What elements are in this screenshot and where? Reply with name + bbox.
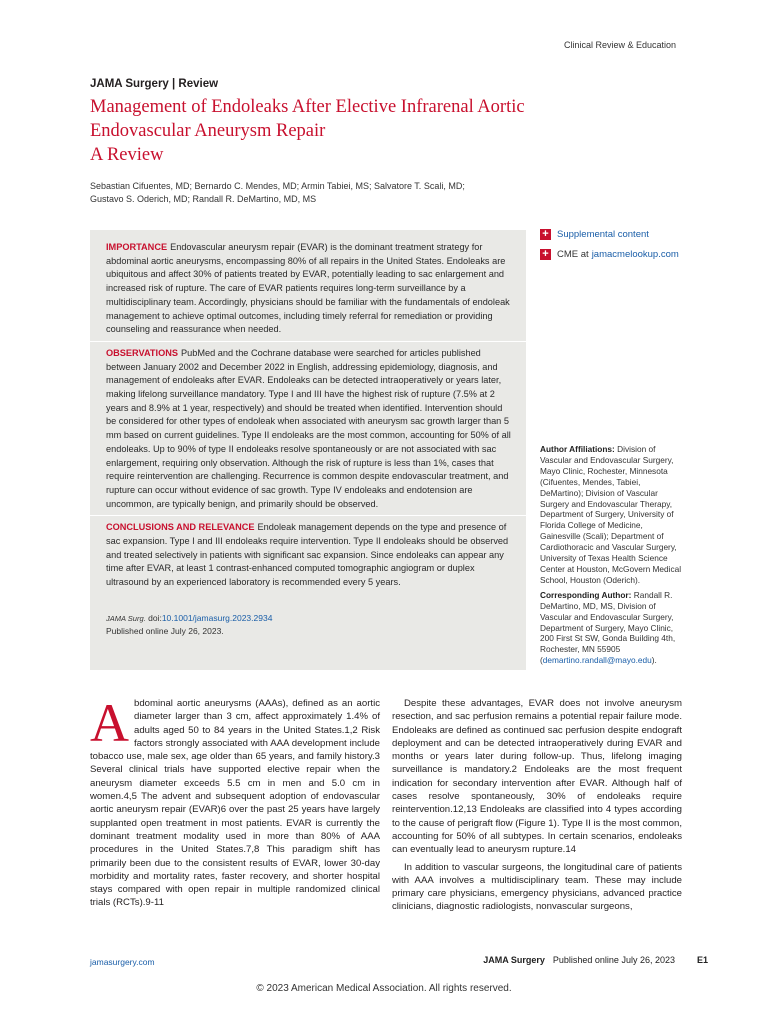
citation-doi-prefix: doi: (148, 612, 162, 623)
footer-site-link[interactable]: jamasurgery.com (90, 957, 155, 967)
plus-icon: + (540, 229, 551, 240)
author-line-1: Sebastian Cifuentes, MD; Bernardo C. Mendes, MD; Armin Tabiei, MS; Salvatore T. Scali, MD; (90, 181, 465, 191)
conclusions-text: Endoleak management depends on the type and presence of sac expansion. Type I and III endoleaks require intervention. Type II endoleaks should be observed and treated selectively in patients with significant sac expansion. Since endoleaks can appear any time after EVAR, at least 1 contrast-enhanced computed tomographic angiogram or duplex ultrasound by an experienced laboratory is recommended every 5 years. (106, 522, 509, 588)
corresponding-end: ). (651, 655, 657, 666)
affiliations-text: Division of Vascular and Endovascular Surgery, Mayo Clinic, Rochester, Minnesota (Cifuentes, Mendes, Tabiei, DeMartino); Division of Vascular Surgery and Endovascular Therapy, Department of Surgery, University of Florida College of Medicine, Gainesville (Scali); Department of Cardiothoracic and Vascular Surgery, University of Texas Health Science Center at Houston, McGovern Medical School, Houston (Oderich). (540, 444, 682, 585)
copyright-notice: © 2023 American Medical Association. All rights reserved. (256, 983, 512, 994)
supplemental-label: Supplemental content (557, 228, 649, 240)
abstract-importance (106, 241, 512, 337)
journal-label: JAMA Surgery | Review (90, 78, 219, 90)
body-paragraph (90, 693, 380, 910)
left-paragraph-text: bdominal aortic aneurysms (AAAs), defined as an aortic diameter larger than 3 cm, affect approximately 1.4% of adults aged 50 to 84 years in the United States.1,2 Risk factors strongly associated with AAA development include tobacco use, male sex, age older than 65 years, and family history.3 Several clinical trials have supported elective repair when the aneurysm diameter exceeds 5.5 cm in men and 5.0 cm in women.4,5 The advent and subsequent adoption of endovascular aortic aneurysm repair (EVAR)6 over the past 25 years have largely supplanted open treatment in most patients. EVAR is currently the dominant treatment modality used in more than 80% of AAA procedures in the United States.7,8 This paradigm shift has primarily been due to the consistent results of EVAR, lower 30-day morbidity and mortality rates, faster recovery, and shorter hospital stays compared with open repair in multiple randomized clinical trials (RCTs).9-11 (90, 698, 380, 909)
corresponding-text: Randall R. DeMartino, MD, MS, Division of Vascular and Endovascular Surgery, Department of Surgery, Mayo Clinic, 200 First St SW, Gonda Building 4th, Rochester, MN 55905 ( (540, 589, 676, 666)
importance-text: Endovascular aneurysm repair (EVAR) is the dominant treatment strategy for abdominal aortic aneurysms, encompassing 80% of all repairs in the United States. Endoleaks are ubiquitous and affect 30% of patients treated by EVAR, potentially leading to sac enlargement and increased risk of rupture. The care of EVAR patients requires long-term surveillance by a multidisciplinary team. Accordingly, physicians should be familiar with the fundamentals of endoleak management to achieve optimal outcomes, including timely referral for remediation or providing counseling and reassurance when needed. (106, 242, 510, 335)
body-column-left (90, 693, 380, 914)
citation-journal: JAMA Surg. (106, 613, 146, 623)
citation-line (106, 612, 512, 625)
abstract-conclusions (106, 521, 512, 590)
body-paragraph: Despite these advantages, EVAR does not involve aneurysm resection, and sac perfusion remains a potential repair failure mode. Endoleaks are defined as continued sac perfusion despite endograft deployment and can be detected intraoperatively during EVAR and months or years later during follow-up. Thus, lifelong imaging surveillance is mandatory.2 Endoleaks are the most frequent indication for secondary intervention after EVAR. Although half of cases resolve spontaneously, 30% of endoleaks require reintervention.12,13 Endoleaks are classified into 4 types according to the cause of perigraft flow (Figure 1). Type II is the most common, accounting for 50% of all subtypes. In certain scenarios, endoleaks can eventually lead to aneurysm rupture.14 (392, 698, 682, 856)
abstract-observations (106, 347, 512, 511)
importance-heading: IMPORTANCE (106, 242, 168, 252)
author-affiliations (540, 444, 685, 670)
author-list (90, 180, 530, 206)
abstract-box (90, 230, 526, 670)
affiliations-paragraph (540, 444, 685, 586)
citation (106, 612, 512, 637)
corresponding-paragraph (540, 590, 685, 666)
corresponding-heading: Corresponding Author: (540, 589, 632, 600)
cme-url[interactable]: jamacmelookup.com (591, 248, 679, 260)
affiliations-heading: Author Affiliations: (540, 444, 615, 454)
conclusions-heading: CONCLUSIONS AND RELEVANCE (106, 522, 255, 533)
title-line-2: Endovascular Aneurysm Repair (90, 121, 326, 141)
drop-cap: A (90, 693, 129, 753)
sidebar-links (540, 224, 740, 264)
body-paragraph: In addition to vascular surgeons, the longitudinal care of patients with AAA involves a multidisciplinary team. These may include primary care physicians, emergency physicians, advanced practice clinicians, diagnostic radiologists, nonvascular surgeons, (392, 861, 682, 913)
observations-heading: OBSERVATIONS (106, 347, 178, 358)
author-line-2: Gustavo S. Oderich, MD; Randall R. DeMartino, MD, MS (90, 194, 317, 204)
title-line-3: A Review (90, 145, 164, 165)
abstract-divider (90, 515, 526, 516)
corresponding-email-link[interactable]: demartino.randall@mayo.edu (542, 655, 652, 666)
cme-link[interactable] (540, 244, 740, 264)
supplemental-content-link[interactable] (540, 224, 740, 244)
body-column-right (392, 697, 682, 918)
footer-published: Published online July 26, 2023 (552, 955, 675, 965)
article-title (90, 95, 560, 167)
cme-prefix: CME at (557, 248, 589, 260)
page-number: E1 (696, 955, 708, 965)
doi-link[interactable]: 10.1001/jamasurg.2023.2934 (161, 612, 273, 623)
title-line-1: Management of Endoleaks After Elective Infrarenal Aortic (90, 97, 525, 117)
plus-icon: + (540, 249, 551, 260)
footer-journal: JAMA Surgery (483, 955, 545, 965)
observations-text: PubMed and the Cochrane database were searched for articles published between January 2002 and December 2022 in English, addressing epidemiology, diagnosis, and management of endoleaks after EVAR. Endoleaks can be detected intraoperatively or years later, making lifelong surveillance mandatory. Type I and III have the highest risk of rupture (7.5% at 2 years and 8.9% at 1 year, respectively) and should be treated when identified. Intervention should be considered for other types of endoleak when associated with aneurysm sac growth larger than 5 mm based on current guidelines. Type II endoleaks are the most common, accounting for 50% of all endoleaks. Up to 90% of type II endoleaks resolve spontaneously or are not associated with sac enlargement, requiring only observation. Although the risk of rupture is less than 1%, cases that require reintervention are challenging. Recurrence is common despite endovascular treatment, and rupture can occur without evidence of sac growth. Type IV endoleaks and endotension are uncommon, are typically benign, and primarily should be observed. (106, 347, 511, 509)
footer-info (483, 955, 708, 965)
abstract-divider (90, 341, 526, 342)
published-date: Published online July 26, 2023. (106, 625, 224, 636)
section-label: Clinical Review & Education (563, 40, 676, 50)
